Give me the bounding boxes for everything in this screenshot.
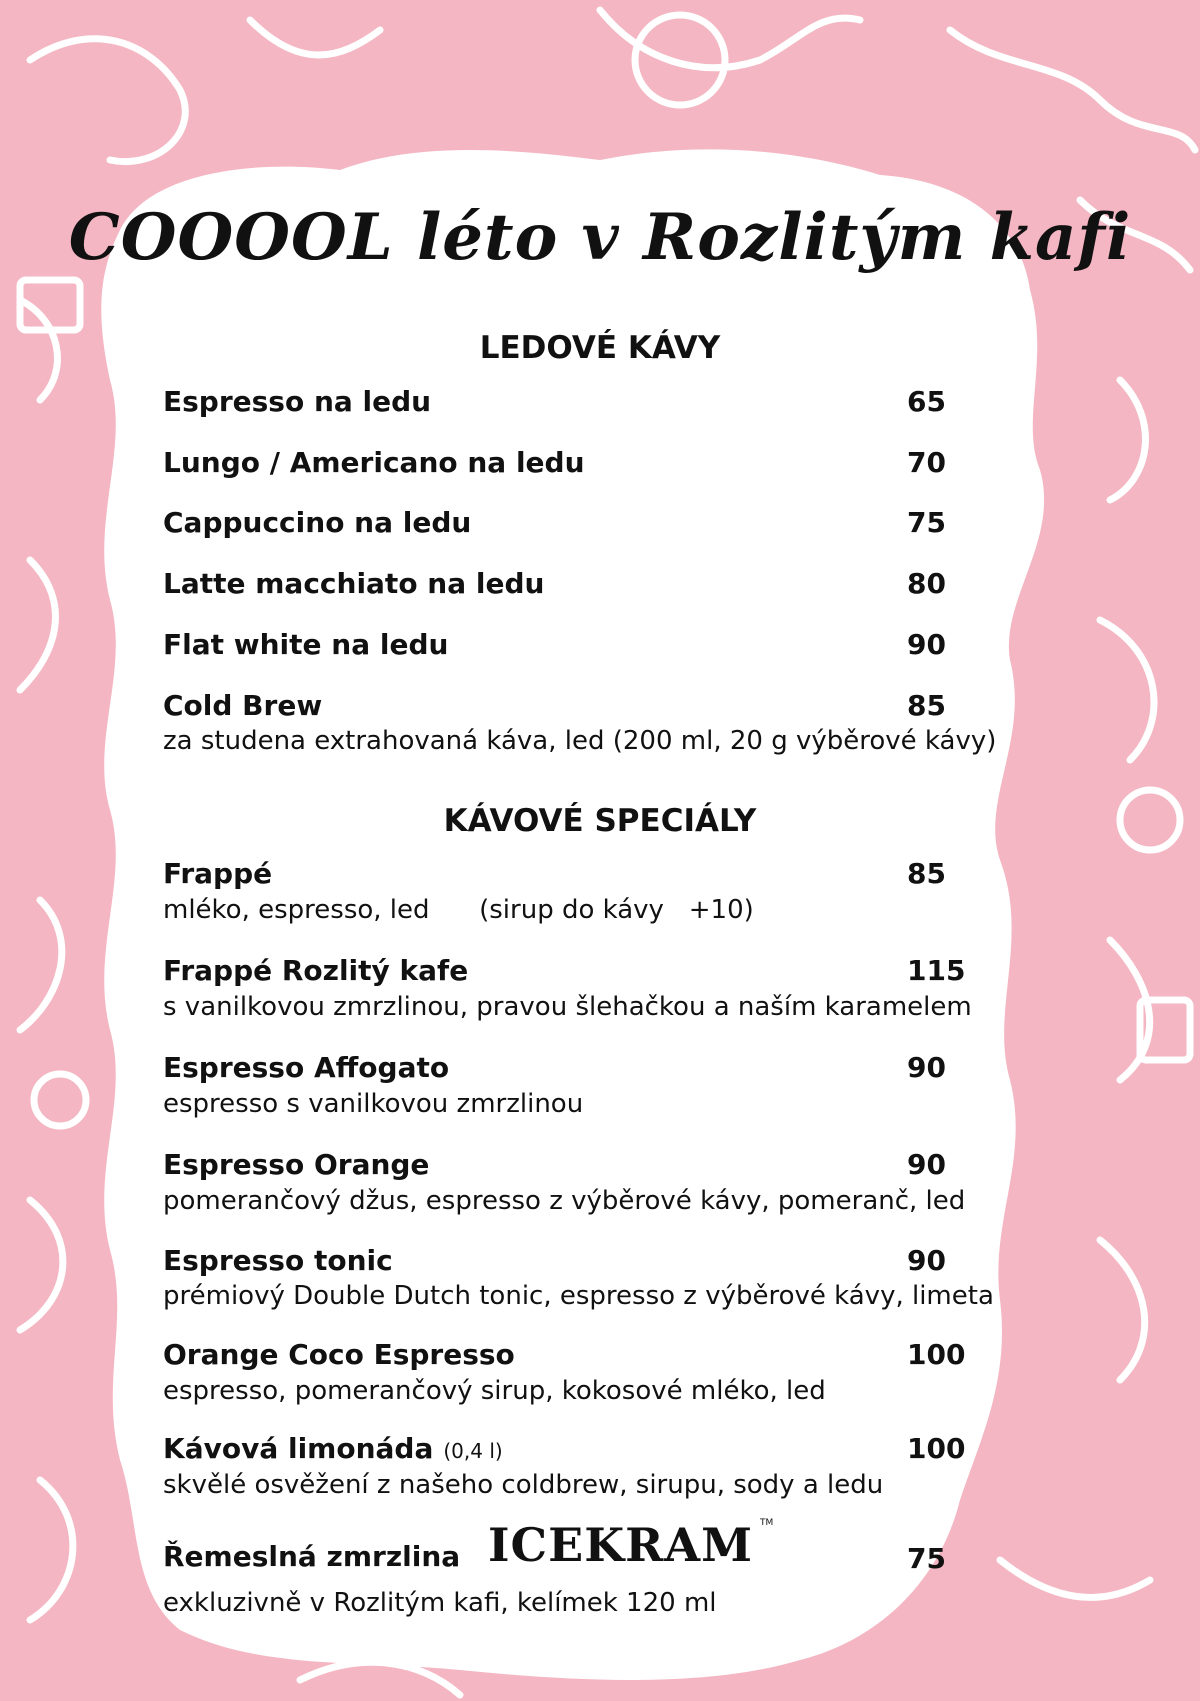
icekram-logo: ICEKRAM [488, 1518, 754, 1572]
menu-item-name: Orange Coco Espresso [163, 1338, 515, 1371]
menu-item-name: Lungo / Americano na ledu [163, 446, 585, 479]
menu-item-price: 115 [907, 954, 966, 987]
menu-item-price: 75 [907, 506, 946, 539]
menu-item-price: 85 [907, 857, 946, 890]
menu-item-price: 70 [907, 446, 946, 479]
menu-item-price: 65 [907, 385, 946, 418]
menu-item-description: exkluzivně v Rozlitým kafi, kelímek 120 ml [163, 1588, 717, 1618]
menu-item-description: prémiový Double Dutch tonic, espresso z výběrové kávy, limeta [163, 1281, 994, 1311]
menu-item-price: 85 [907, 689, 946, 722]
menu-item-name: Frappé [163, 857, 273, 890]
menu-item-price: 90 [907, 1051, 946, 1084]
menu-item-name: Latte macchiato na ledu [163, 567, 545, 600]
menu-item-name: Frappé Rozlitý kafe [163, 954, 469, 987]
trademark-mark: TM [760, 1518, 774, 1528]
menu-item-volume-note: (0,4 l) [443, 1439, 503, 1463]
menu-item-description: espresso, pomerančový sirup, kokosové mléko, led [163, 1376, 826, 1406]
section-title-ledove-kavy: LEDOVÉ KÁVY [479, 330, 721, 366]
menu-item-name [163, 1432, 503, 1465]
menu-item-description: espresso s vanilkovou zmrzlinou [163, 1089, 584, 1119]
menu-item-description: pomerančový džus, espresso z výběrové kávy, pomeranč, led [163, 1186, 966, 1216]
menu-item-name: Espresso na ledu [163, 385, 432, 418]
menu-item-price: 90 [907, 628, 946, 661]
menu-item-name: Espresso tonic [163, 1244, 393, 1277]
menu-item-name: Cappuccino na ledu [163, 506, 472, 539]
menu-item-name: Flat white na ledu [163, 628, 449, 661]
menu-item-name: Cold Brew [163, 689, 323, 722]
page-title: COOOOL léto v Rozlitým kafi [68, 200, 1132, 275]
menu-item-price: 80 [907, 567, 946, 600]
menu-item-price: 100 [907, 1432, 966, 1465]
menu-item-description: s vanilkovou zmrzlinou, pravou šlehačkou a naším karamelem [163, 992, 972, 1022]
menu-item-price: 90 [907, 1148, 946, 1181]
menu-item-description: skvělé osvěžení z našeho coldbrew, sirupu, sody a ledu [163, 1470, 884, 1500]
menu-item-price: 75 [907, 1542, 946, 1575]
menu-item-name: Řemeslná zmrzlina [163, 1540, 461, 1573]
menu-item-name: Espresso Orange [163, 1148, 430, 1181]
menu-item-description: mléko, espresso, led (sirup do kávy +10) [163, 895, 754, 925]
menu-item-name-text: Kávová limonáda [163, 1432, 434, 1465]
menu-item-description: za studena extrahovaná káva, led (200 ml, 20 g výběrové kávy) [163, 726, 997, 756]
section-title-kavove-specialy: KÁVOVÉ SPECIÁLY [443, 803, 757, 839]
menu-item-price: 90 [907, 1244, 946, 1277]
menu-item-name: Espresso Affogato [163, 1051, 450, 1084]
menu-item-price: 100 [907, 1338, 966, 1371]
